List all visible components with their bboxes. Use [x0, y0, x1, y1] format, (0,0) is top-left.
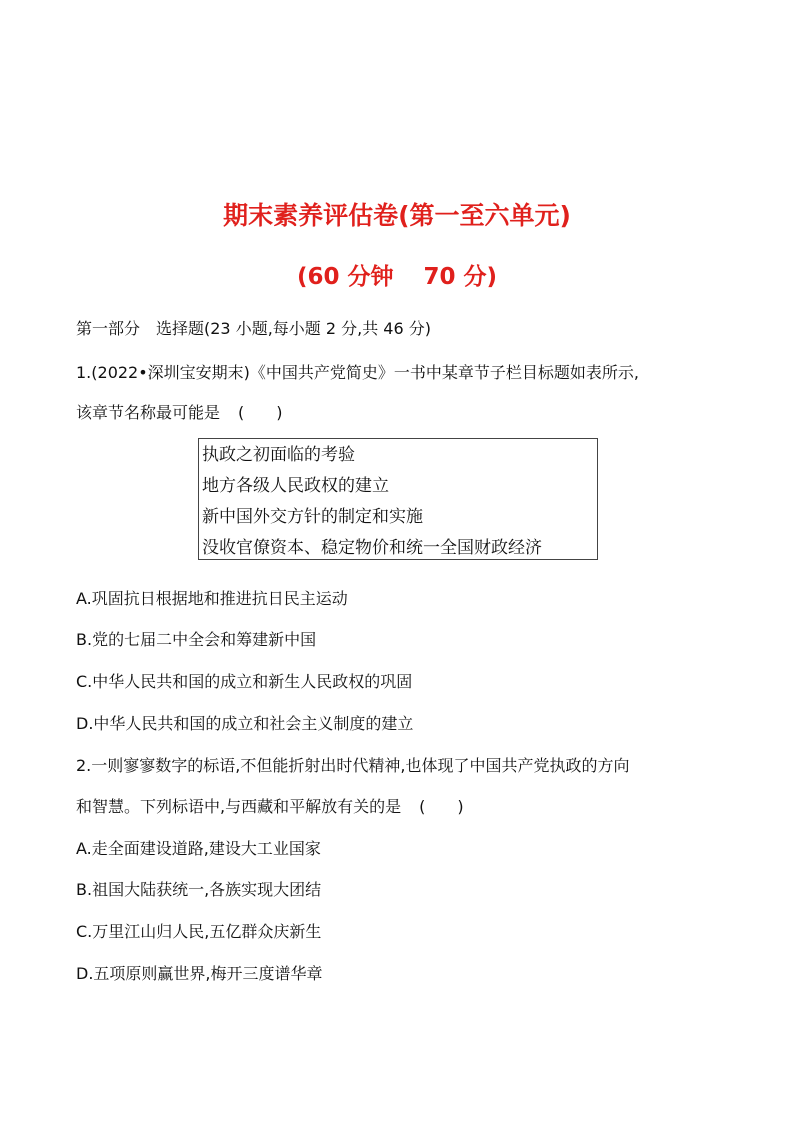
table-row: 没收官僚资本、稳定物价和统一全国财政经济 [202, 538, 542, 558]
q1-option-b: B.党的七届二中全会和筹建新中国 [76, 630, 317, 649]
q1-stem-line1: 1.(2022•深圳宝安期末)《中国共产党简史》一书中某章节子栏目标题如表所示, [76, 363, 639, 382]
answer-paren: ( ) [238, 403, 283, 422]
q2-stem-line1: 2.一则寥寥数字的标语,不但能折射出时代精神,也体现了中国共产党执政的方向 [76, 756, 630, 775]
exam-title: 期末素养评估卷(第一至六单元) [223, 201, 571, 230]
table-row: 地方各级人民政权的建立 [202, 476, 389, 496]
q2-option-c: C.万里江山归人民,五亿群众庆新生 [76, 922, 322, 941]
q1-table [198, 438, 598, 560]
q2-stem-line2: 和智慧。下列标语中,与西藏和平解放有关的是 ( ) [76, 794, 464, 817]
q1-stem-line2: 该章节名称最可能是 ( ) [76, 400, 283, 423]
q1-option-c: C.中华人民共和国的成立和新生人民政权的巩固 [76, 672, 413, 691]
q2-option-d: D.五项原则赢世界,梅开三度谱华章 [76, 964, 323, 983]
duration: (60 分钟 [296, 264, 394, 290]
q1-option-a: A.巩固抗日根据地和推进抗日民主运动 [76, 589, 348, 608]
q2-option-a: A.走全面建设道路,建设大工业国家 [76, 839, 321, 858]
table-row: 执政之初面临的考验 [202, 445, 355, 465]
table-row: 新中国外交方针的制定和实施 [202, 507, 423, 527]
total-score: 70 分) [423, 264, 498, 290]
q1-option-d: D.中华人民共和国的成立和社会主义制度的建立 [76, 714, 414, 733]
answer-paren: ( ) [419, 797, 464, 816]
q2-option-b: B.祖国大陆获统一,各族实现大团结 [76, 880, 322, 899]
section-header: 第一部分 选择题(23 小题,每小题 2 分,共 46 分) [76, 319, 431, 338]
exam-duration-score [0, 258, 794, 291]
